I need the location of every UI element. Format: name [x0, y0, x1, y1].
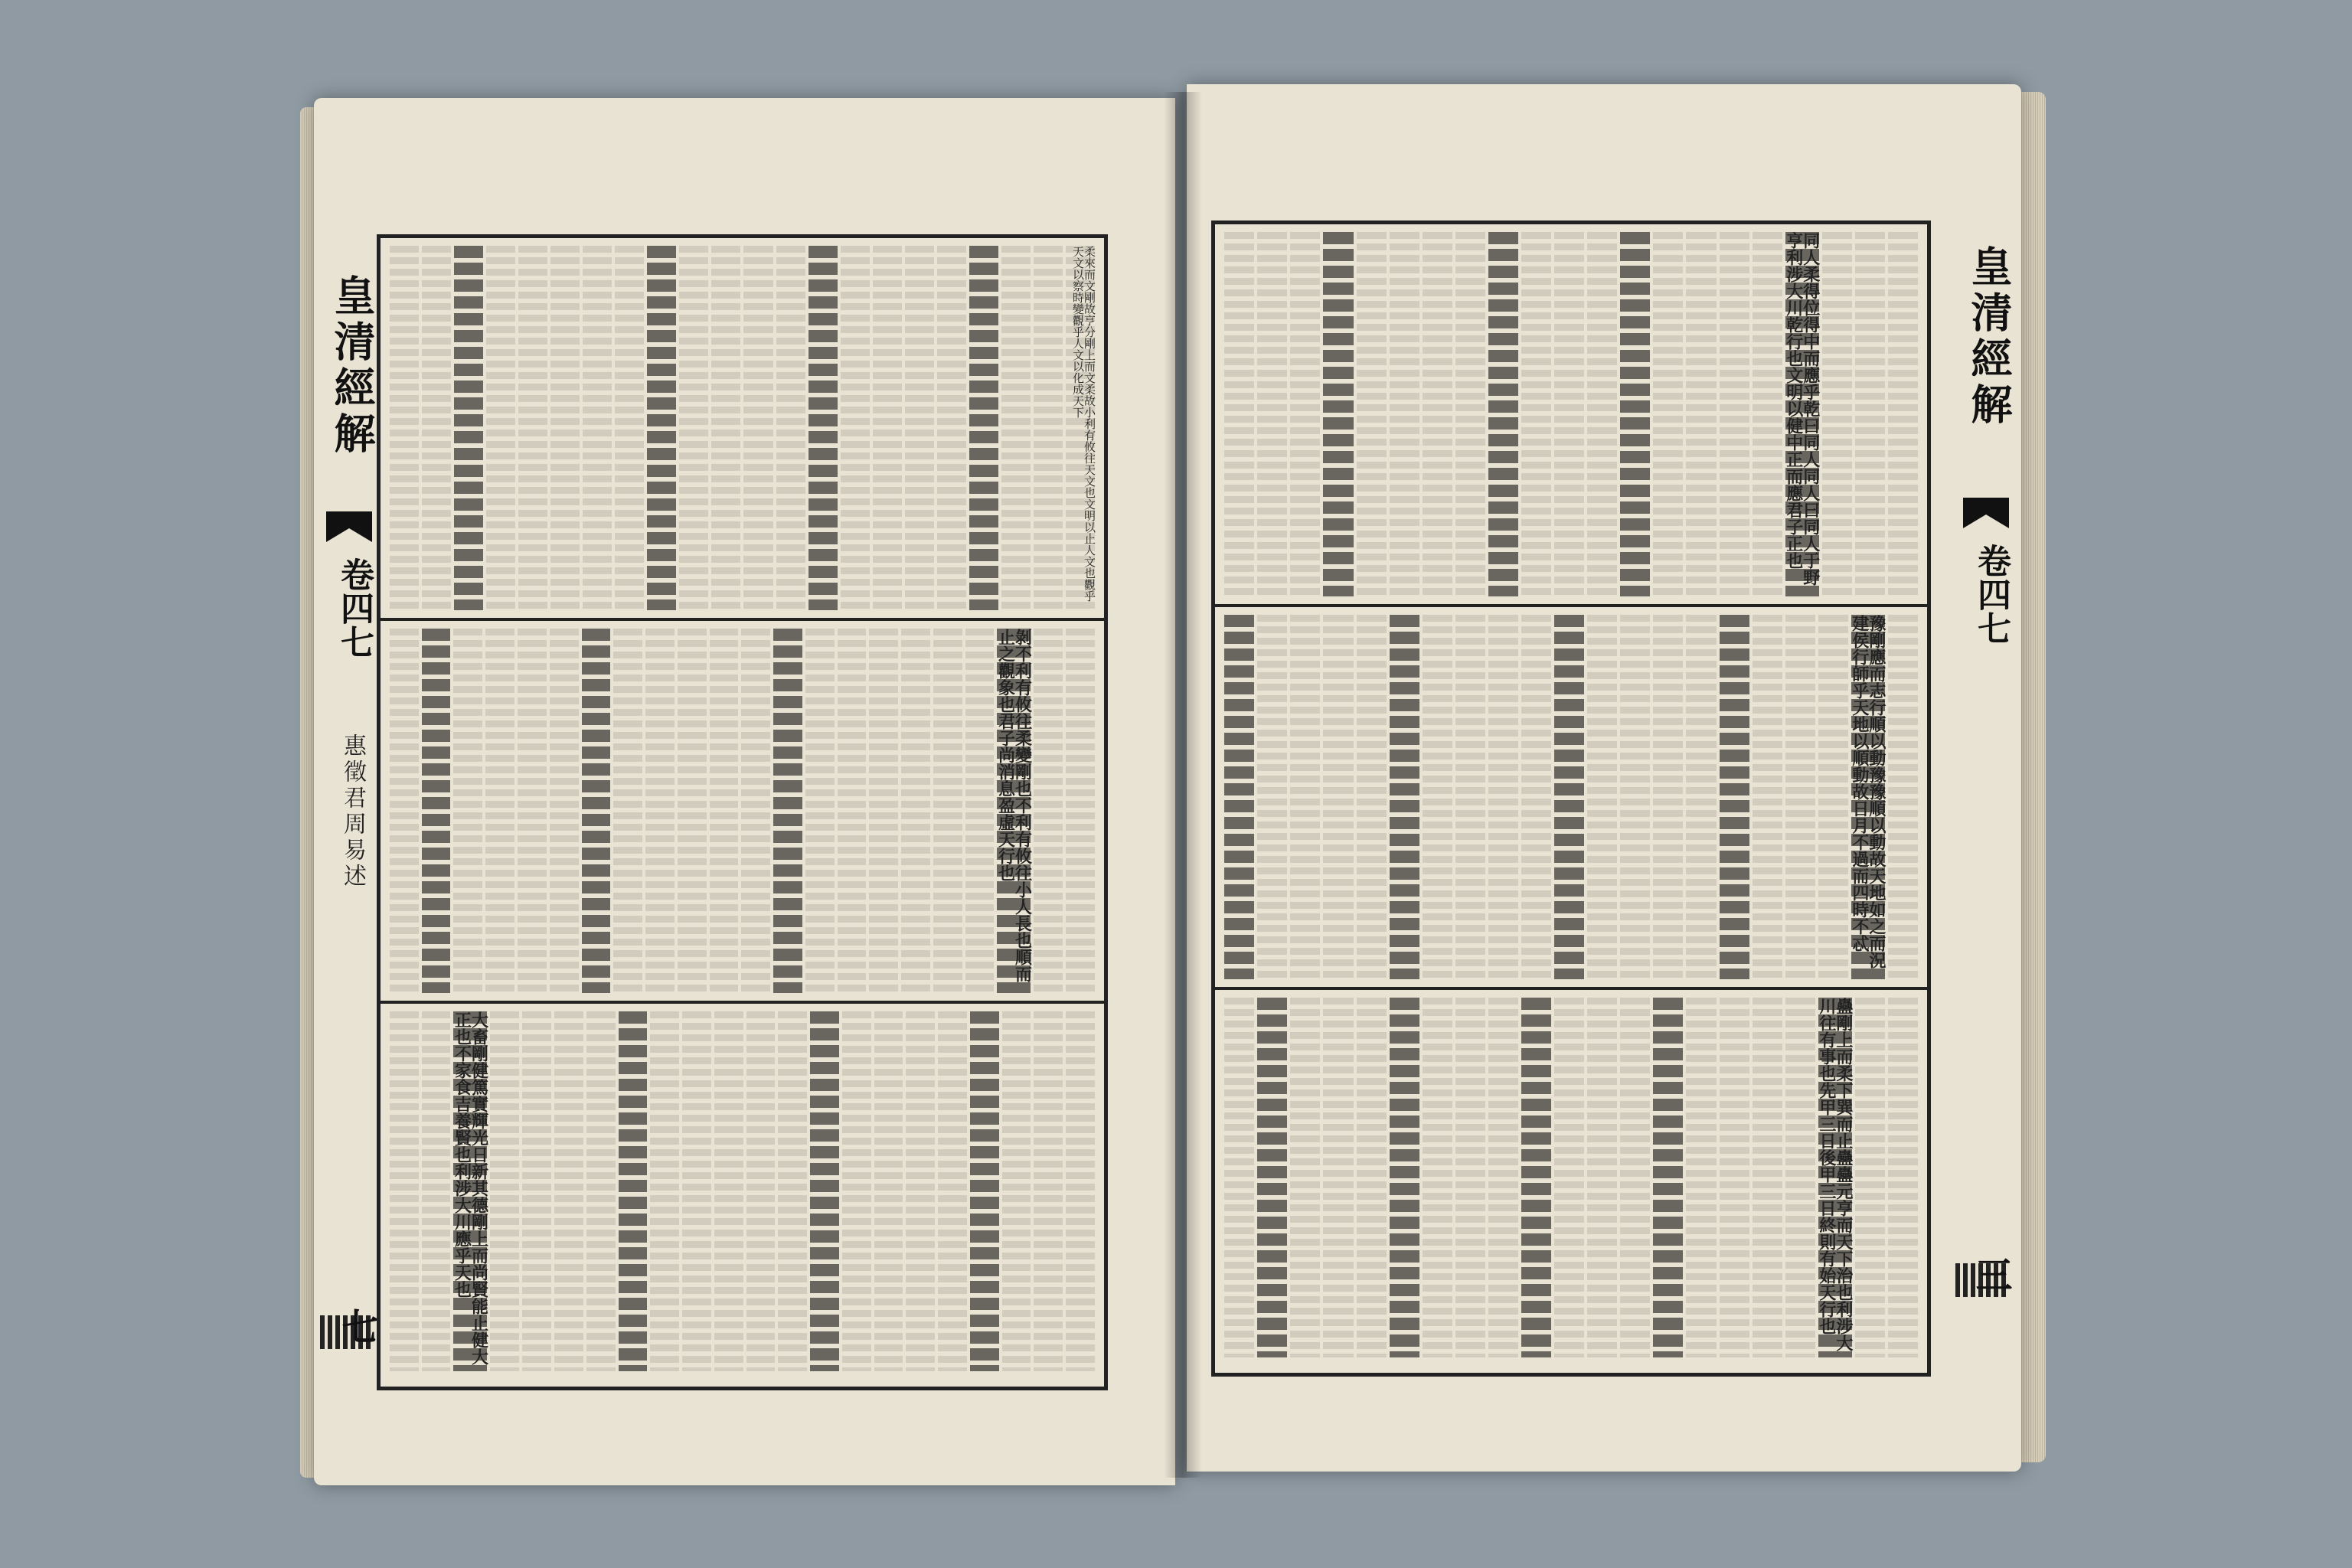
text-column [1357, 998, 1387, 1357]
text-column [776, 246, 805, 610]
text-column [746, 1011, 776, 1371]
text-column [805, 629, 835, 993]
text-column [1290, 232, 1320, 596]
left-top-band [381, 238, 1104, 618]
text-column [842, 1011, 871, 1371]
text-column [1257, 232, 1287, 596]
text-column [1686, 232, 1716, 596]
text-column [965, 629, 995, 993]
text-column [390, 629, 419, 993]
text-column [778, 1011, 807, 1371]
text-column [1818, 615, 1848, 979]
text-column [714, 1011, 743, 1371]
left-margin-title: 皇清經解 [328, 274, 377, 458]
text-column [1653, 615, 1683, 979]
text-column [1455, 232, 1485, 596]
text-column [1224, 232, 1254, 596]
text-column [1720, 232, 1749, 596]
text-column [1686, 615, 1716, 979]
text-column: 大畜剛健篤實輝光日新其德剛上而尚賢能止健大正也不家食吉養賢也利涉大川應乎天也 [453, 1011, 487, 1371]
text-column [390, 246, 419, 610]
text-column [422, 629, 451, 993]
text-column [615, 246, 644, 610]
text-column [1888, 998, 1918, 1357]
text-column [422, 1011, 451, 1371]
text-column [1423, 615, 1452, 979]
left-text-frame [377, 234, 1108, 1390]
text-column [1357, 232, 1387, 596]
left-author-line: 惠徵君周易述 [339, 733, 366, 890]
text-column: 同人柔得位得中而應乎乾曰同人同人曰同人于野亨利涉大川乾行也文明以健中正而應君子正也 [1785, 232, 1819, 596]
text-column [1587, 998, 1617, 1357]
text-column [453, 629, 482, 993]
text-column [1001, 246, 1031, 610]
text-column [1224, 998, 1254, 1357]
right-top-band [1215, 224, 1927, 604]
text-column [1686, 998, 1716, 1357]
text-column [773, 629, 802, 993]
text-column [1587, 232, 1617, 596]
right-fishtail-mark [1963, 498, 2009, 528]
text-column [1257, 998, 1287, 1357]
text-column [1653, 232, 1683, 596]
right-page-number: 三 [1969, 1256, 2012, 1292]
text-column [1390, 998, 1419, 1357]
text-column [1357, 615, 1387, 979]
right-bottom-band [1215, 990, 1927, 1365]
text-column [1554, 232, 1584, 596]
text-column [969, 246, 998, 610]
text-column [1822, 232, 1852, 596]
text-column [1620, 615, 1650, 979]
text-column [938, 1011, 967, 1371]
text-column [905, 246, 934, 610]
text-column [645, 629, 675, 993]
text-column [1323, 998, 1353, 1357]
text-column: 蠱剛上而柔下巽而止蠱蠱元亨而天下治也利涉大川往有事也先甲三日後甲三日終則有始天行也 [1818, 998, 1852, 1357]
text-column [422, 246, 451, 610]
text-column [1521, 998, 1551, 1357]
text-column [1323, 232, 1353, 596]
text-column [901, 629, 930, 993]
book-gutter-shadow [1164, 92, 1202, 1478]
text-column [1257, 615, 1287, 979]
text-column [679, 246, 708, 610]
text-column [1488, 232, 1518, 596]
text-column [678, 629, 707, 993]
text-column [1423, 998, 1452, 1357]
text-column [1720, 615, 1749, 979]
text-column [933, 629, 962, 993]
text-column [1066, 1011, 1095, 1371]
text-column [454, 246, 483, 610]
text-column [1620, 232, 1650, 596]
text-column [1855, 998, 1885, 1357]
text-column [554, 1011, 583, 1371]
text-column: 柔來而文剛故亨分剛上而文柔故小利有攸往天文也文明以止人文也觀乎天文以察時變觀乎人文以化成天下 [1066, 246, 1095, 610]
text-column [1034, 246, 1063, 610]
text-column [710, 629, 739, 993]
text-column [1488, 998, 1518, 1357]
text-column [1587, 615, 1617, 979]
left-middle-band [381, 621, 1104, 1001]
text-column [1753, 232, 1782, 596]
text-column [486, 246, 515, 610]
text-column [1521, 232, 1551, 596]
right-volume-label: 卷四七 [1971, 544, 2011, 645]
text-column [619, 1011, 648, 1371]
text-column [1066, 629, 1095, 993]
text-column [874, 1011, 903, 1371]
text-column [518, 246, 547, 610]
text-column [1753, 998, 1782, 1357]
left-bottom-band [381, 1004, 1104, 1379]
text-column [1290, 615, 1320, 979]
text-column [1753, 615, 1782, 979]
text-column [582, 629, 611, 993]
text-column [550, 629, 579, 993]
text-column [1653, 998, 1683, 1357]
text-column [1720, 998, 1749, 1357]
text-column: 豫剛應而志行順以動豫豫順以動故天地如之而況建侯行師乎天地以順動故日月不過而四時不忒 [1851, 615, 1885, 979]
text-column [810, 1011, 839, 1371]
text-column: 剝不利有攸往柔變剛也不利有攸往小人長也順而止之觀象也君子尚消息盈虛天行也 [997, 629, 1031, 993]
text-column [869, 629, 898, 993]
text-column [1855, 232, 1885, 596]
text-column [485, 629, 514, 993]
text-column [682, 1011, 711, 1371]
text-column [583, 246, 612, 610]
text-column [647, 246, 676, 610]
left-volume-label: 卷四七 [335, 557, 374, 658]
text-column [1554, 998, 1584, 1357]
text-column [1323, 615, 1353, 979]
text-column [937, 246, 966, 610]
text-column [1423, 232, 1452, 596]
text-column [741, 629, 770, 993]
text-column [808, 246, 838, 610]
text-column [1455, 615, 1485, 979]
text-column [1390, 615, 1419, 979]
left-page [314, 98, 1175, 1485]
text-column [1290, 998, 1320, 1357]
text-column [650, 1011, 679, 1371]
left-page-number: 七 [335, 1308, 378, 1344]
text-column [1488, 615, 1518, 979]
text-column [1034, 629, 1063, 993]
text-column [1034, 1011, 1063, 1371]
text-column [841, 246, 870, 610]
text-column [1785, 998, 1815, 1357]
text-column [970, 1011, 999, 1371]
right-margin-title: 皇清經解 [1965, 245, 2014, 429]
text-column [1785, 615, 1815, 979]
text-column [906, 1011, 935, 1371]
text-column [550, 246, 580, 610]
left-fishtail-mark [326, 511, 372, 542]
text-column [390, 1011, 419, 1371]
text-column [518, 629, 547, 993]
text-column [838, 629, 867, 993]
text-column [613, 629, 642, 993]
text-column [490, 1011, 519, 1371]
right-middle-band [1215, 607, 1927, 987]
text-column [711, 246, 740, 610]
right-page [1187, 84, 2021, 1472]
text-column [1521, 615, 1551, 979]
text-column [522, 1011, 551, 1371]
text-column [1390, 232, 1419, 596]
text-column [1554, 615, 1584, 979]
text-column [1002, 1011, 1031, 1371]
text-column [1888, 615, 1918, 979]
text-column [586, 1011, 616, 1371]
text-column [743, 246, 773, 610]
text-column [1888, 232, 1918, 596]
text-column [1455, 998, 1485, 1357]
text-column [1620, 998, 1650, 1357]
right-text-frame [1211, 220, 1931, 1377]
text-column [1224, 615, 1254, 979]
text-column [873, 246, 902, 610]
